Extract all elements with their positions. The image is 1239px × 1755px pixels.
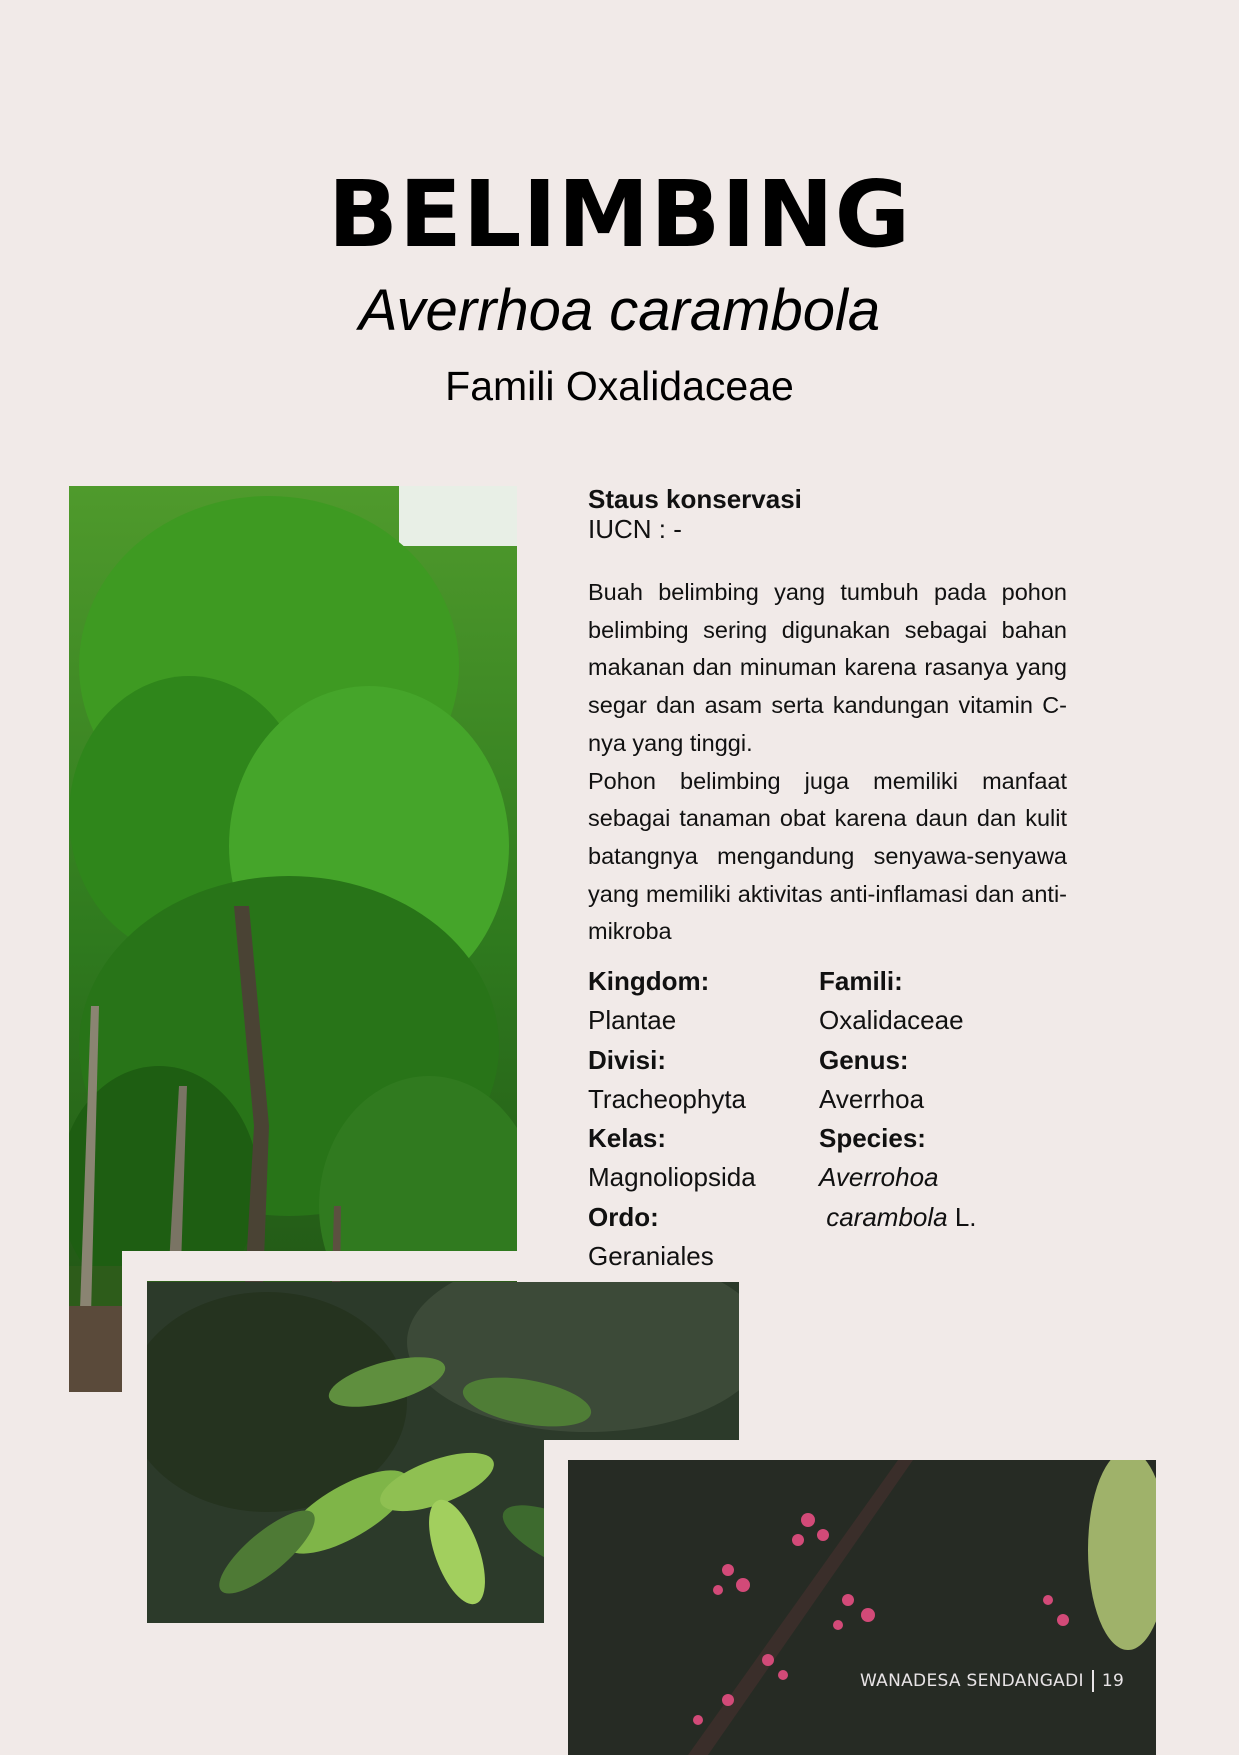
genus-value: Averrhoa xyxy=(819,1083,925,1114)
kingdom-label: Kingdom: xyxy=(588,966,710,996)
page-footer xyxy=(860,1670,1124,1692)
photo-border-left xyxy=(122,1251,147,1623)
species-value-line-1: Averrohoa xyxy=(819,1162,939,1193)
species-value-line-2 xyxy=(819,1198,977,1237)
footer-publication: WANADESA SENDANGADI xyxy=(860,1671,1084,1691)
family-subtitle: Famili Oxalidaceae xyxy=(445,363,794,409)
flowers-photo xyxy=(568,1460,1156,1755)
famili-value: Oxalidaceae xyxy=(819,1005,964,1036)
info-column xyxy=(588,484,1067,951)
famili-label: Famili: xyxy=(819,966,903,996)
taxonomy-left-column xyxy=(588,962,756,1276)
status-heading: Staus konservasi xyxy=(588,484,802,514)
page-title: BELIMBING xyxy=(327,161,912,268)
kelas-label: Kelas: xyxy=(588,1123,667,1154)
ordo-label: Ordo: xyxy=(588,1201,659,1232)
description xyxy=(588,574,1067,951)
photo-border-left-2 xyxy=(544,1440,568,1755)
species-epithet: carambola xyxy=(819,1201,948,1232)
ordo-value: Geraniales xyxy=(588,1241,714,1272)
description-paragraph-1: Buah belimbing yang tumbuh pada pohon belimbing sering digunakan sebagai bahan makanan dan minuman karena rasanya yang segar dan asam serta kandungan vitamin C-nya yang tinggi. xyxy=(588,579,1067,756)
kingdom-value: Plantae xyxy=(588,1005,677,1036)
description-paragraph-2: Pohon belimbing juga memiliki manfaat sebagai tanaman obat karena daun dan kulit batangnya mengandung senyawa-senyawa yang memiliki aktivitas anti-inflamasi dan anti-mikroba xyxy=(588,767,1067,945)
species-author: L. xyxy=(947,1201,977,1232)
taxonomy-right-column xyxy=(819,962,977,1237)
photo-border-top-2 xyxy=(544,1440,1164,1460)
species-label: Species: xyxy=(819,1123,926,1154)
status-value: IUCN : - xyxy=(588,514,682,544)
genus-label: Genus: xyxy=(819,1044,909,1075)
footer-separator xyxy=(1092,1670,1094,1692)
page-number: 19 xyxy=(1101,1671,1125,1691)
divisi-label: Divisi: xyxy=(588,1044,667,1075)
kelas-value: Magnoliopsida xyxy=(588,1162,756,1193)
scientific-name: Averrhoa carambola xyxy=(358,278,881,343)
divisi-value: Tracheophyta xyxy=(588,1083,747,1114)
